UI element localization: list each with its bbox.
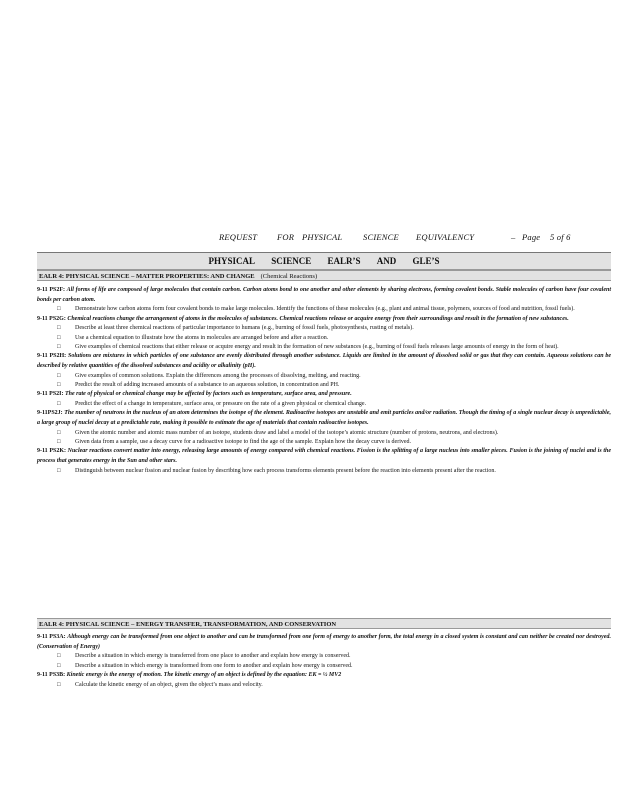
standard-statement bbox=[37, 352, 611, 371]
checkbox-bullet-icon: □ bbox=[57, 334, 61, 341]
standard-statement bbox=[37, 390, 611, 400]
section-heading bbox=[37, 618, 611, 629]
header-word: REQUEST bbox=[219, 232, 258, 242]
title-word: EALR’S bbox=[327, 256, 361, 266]
list-item bbox=[37, 662, 611, 671]
checkbox-bullet-icon: □ bbox=[57, 653, 61, 660]
header-dash: – bbox=[511, 232, 516, 242]
list-item bbox=[37, 681, 611, 690]
section-body bbox=[37, 286, 611, 476]
page-label: Page bbox=[522, 232, 541, 242]
list-item bbox=[37, 400, 611, 409]
title-word: GLE’S bbox=[412, 256, 440, 266]
header-word: PHYSICAL bbox=[302, 232, 343, 242]
standard-statement bbox=[37, 286, 611, 305]
list-item bbox=[37, 381, 611, 390]
list-item-text: Give examples of chemical reactions that either release or acquire energy and result in the formation of new substances (e.g., burning of fossil fuels releases large amounts of energy in the form of heat). bbox=[75, 344, 559, 350]
checkbox-bullet-icon: □ bbox=[57, 662, 61, 669]
list-item-text: Predict the effect of a change in temperature, surface area, or pressure on the rate of a given physical or chemical change. bbox=[75, 401, 367, 407]
list-item-text: Given the atomic number and atomic mass number of an isotope, students draw and label a model of the isotope’s atomic structure (number of protons, neutrons, and electrons). bbox=[75, 429, 499, 436]
standard-text: Chemical reactions change the arrangement of atoms in the molecules of substances. Chemical reactions release or acquire energy from their surroundings and result in the formation of new substances. bbox=[67, 315, 569, 322]
checkbox-bullet-icon: □ bbox=[57, 382, 61, 388]
standard-statement bbox=[37, 447, 611, 466]
list-item-text: Describe a situation in which energy is transferred from one place to another and explain how energy is conserved. bbox=[75, 653, 351, 660]
standard-code: 9-11 PS2K: bbox=[37, 448, 66, 455]
list-item-text: Distinguish between nuclear fission and nuclear fusion by describing how each process transforms elements present before the reaction into elements present after the reaction. bbox=[75, 467, 496, 474]
title-word: SCIENCE bbox=[271, 256, 312, 266]
standard-statement bbox=[37, 671, 611, 681]
standard-text: Solutions are mixtures in which particles of one substance are evenly distributed through another substance. Liquids are limited in the amount of dissolved solid or gas that they can contain. Aqueous solutions can be described by relative quantities of the dissolved substances and acidity or alkalinity (pH). bbox=[37, 353, 612, 369]
list-item bbox=[37, 343, 611, 352]
standard-text: Kinetic energy is the energy of motion. The kinetic energy of an object is defined by the equation: EK = ½ MV2 bbox=[66, 672, 342, 678]
list-item-text: Give examples of common solutions. Explain the differences among the processes of dissolving, melting, and reacting. bbox=[75, 372, 361, 379]
request-header bbox=[0, 232, 618, 246]
header-word: FOR bbox=[277, 232, 295, 242]
list-item bbox=[37, 652, 611, 661]
header-word: EQUIVALENCY bbox=[416, 232, 475, 242]
standard-code: 9-11 PS2H: bbox=[37, 353, 67, 360]
standard-text: Although energy can be transformed from one object to another and can be transformed from one form of energy to another form, the total energy in a closed system is constant and can neither be created nor destroyed. (Conservation of Energy) bbox=[37, 634, 611, 650]
standard-text: The number of neutrons in the nucleus of an atom determines the isotope of the element. Radioactive isotopes are unstable and emit particles and/or radiation. Though the timing of a single nuclear decay is unpredictable, a large group of nuclei decay at a predictable rate, making it possible to estimate the age of materials that contain radioactive isotopes. bbox=[37, 410, 612, 426]
list-item bbox=[37, 334, 611, 343]
title-word: PHYSICAL bbox=[208, 256, 255, 266]
list-item-text: Demonstrate how carbon atoms form four covalent bonds to make large molecules. Identify the functions of these molecules (e.g., plant and animal tissue, polymers, sources of food and nutrition, fossil fuels). bbox=[75, 306, 575, 313]
list-item-text: Calculate the kinetic energy of an object, given the object’s mass and velocity. bbox=[75, 681, 263, 688]
checkbox-bullet-icon: □ bbox=[57, 325, 61, 332]
list-item bbox=[37, 429, 611, 438]
standard-text: Nuclear reactions convert matter into energy, releasing large amounts of energy compared with chemical reactions. Fission is the splitting of a large nucleus into smaller pieces. Fusion is the joining of nuclei and is the process that generates energy in the Sun and other stars. bbox=[37, 448, 611, 464]
standard-statement bbox=[37, 315, 611, 325]
list-item bbox=[37, 372, 611, 381]
standard-code: 9-11 PS2I: bbox=[37, 391, 64, 398]
standard-code: 9-11 PS3B: bbox=[37, 672, 66, 678]
standard-code: 9-11 PS2F: bbox=[37, 287, 65, 293]
section-heading bbox=[37, 270, 611, 281]
list-item bbox=[37, 324, 611, 333]
checkbox-bullet-icon: □ bbox=[57, 401, 61, 407]
list-item-text: Describe at least three chemical reactions of particular importance to humans (e.g., burning of fossil fuels, photosynthesis, rusting of metals). bbox=[75, 325, 414, 332]
standard-code: 9-11PS2J: bbox=[37, 410, 63, 417]
section-heading-text: EALR 4: PHYSICAL SCIENCE – MATTER PROPERTIES: AND CHANGE bbox=[39, 273, 255, 280]
page-number: 5 of 6 bbox=[550, 232, 571, 242]
checkbox-bullet-icon: □ bbox=[57, 344, 61, 350]
list-item bbox=[37, 467, 611, 476]
section-heading-text: EALR 4: PHYSICAL SCIENCE – ENERGY TRANSFER, TRANSFORMATION, AND CONSERVATION bbox=[39, 621, 337, 628]
standard-code: 9-11 PS2G: bbox=[37, 315, 66, 322]
list-item-text: Given data from a sample, use a decay curve for a radioactive isotope to find the age of the sample. Explain how the decay curve is derived. bbox=[75, 439, 412, 445]
standard-text: All forms of life are composed of large molecules that contain carbon. Carbon atoms bond to one another and other elements by sharing electrons, forming covalent bonds. Stable molecules of carbon have four covalent bonds per carbon atom. bbox=[37, 287, 611, 303]
checkbox-bullet-icon: □ bbox=[57, 439, 61, 445]
standard-statement bbox=[37, 633, 611, 652]
section-tag: (Chemical Reactions) bbox=[260, 273, 318, 280]
list-item bbox=[37, 438, 611, 447]
checkbox-bullet-icon: □ bbox=[57, 681, 61, 688]
checkbox-bullet-icon: □ bbox=[57, 429, 61, 436]
list-item-text: Describe a situation in which energy is transformed from one form to another and explain how energy is conserved. bbox=[75, 662, 353, 669]
checkbox-bullet-icon: □ bbox=[57, 306, 61, 313]
standard-statement bbox=[37, 409, 611, 428]
section-body bbox=[37, 633, 611, 690]
standard-code: 9-11 PS3A: bbox=[37, 634, 66, 640]
title-word: AND bbox=[376, 256, 397, 266]
standard-text: The rate of physical or chemical change may be affected by factors such as temperature, surface area, and pressure. bbox=[65, 391, 352, 398]
list-item-text: Use a chemical equation to illustrate how the atoms in molecules are arranged before and after a reaction. bbox=[75, 334, 329, 341]
checkbox-bullet-icon: □ bbox=[57, 372, 61, 379]
header-word: SCIENCE bbox=[363, 232, 399, 242]
document-title bbox=[37, 252, 611, 270]
list-item bbox=[37, 305, 611, 314]
checkbox-bullet-icon: □ bbox=[57, 467, 61, 474]
list-item-text: Predict the result of adding increased amounts of a substance to an aqueous solution, in concentration and PH. bbox=[75, 382, 340, 388]
